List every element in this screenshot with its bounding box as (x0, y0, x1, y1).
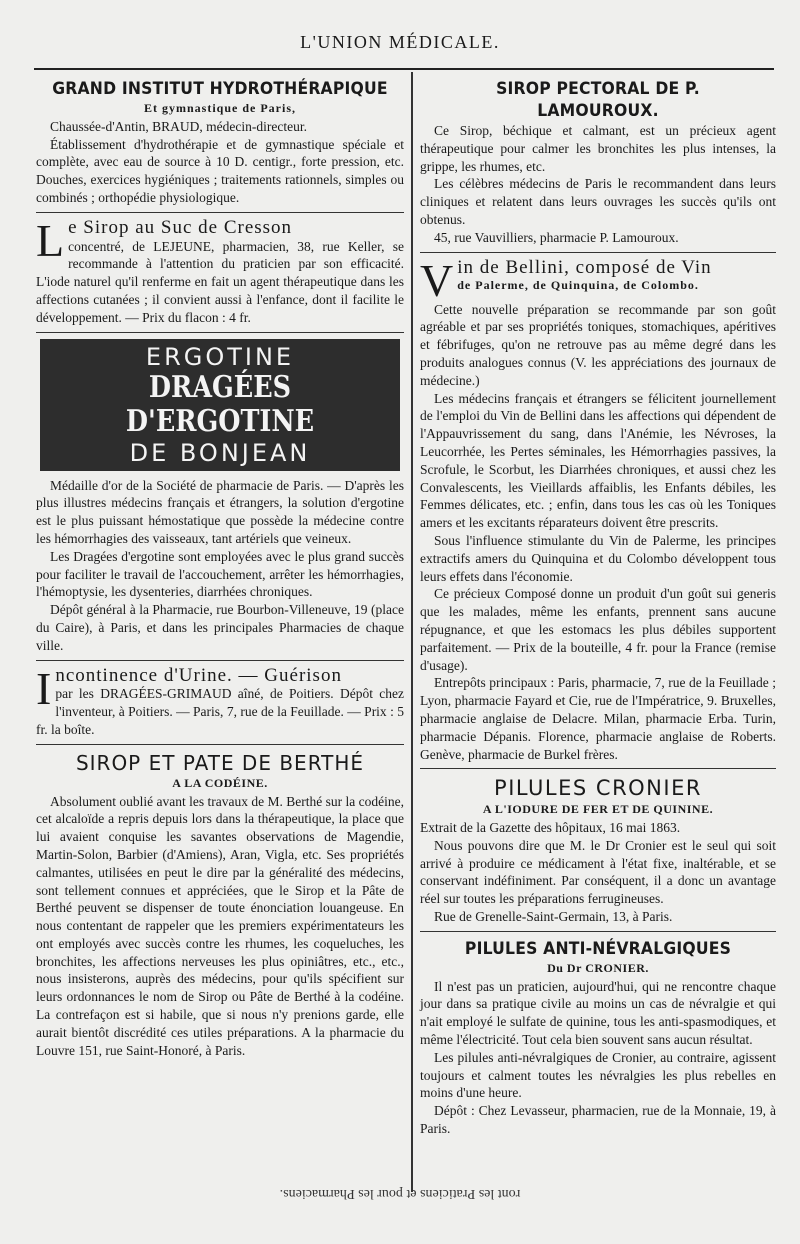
ad-body: Absolument oublié avant les travaux de M. Berthé sur la codéine, cet alcaloïde a repris depuis lors dans la thérapeutique, la place que lui avaient conquise les savantes observations de Magendie, Martin-Solon, Barbier (d'Amiens), Aran, Vigla, etc. Ses propriétés calmantes, utilisées en peut le dire par la généralité des médecins, sont tellement connues et appréciées, que le Sirop et la Pâte de Berthé peuvent se dispenser de toute énonciation louangeuse. En nous contentant de rappeler que les premiers expérimentateurs les ont employés avec succès contre les rhumes, les coqueluches, les bronchites, les affections nerveuses les plus opiniâtres, etc., etc., nous insisterons, auprès des médecins, pour qu'ils spécifient sur leurs ordonnances le nom de Sirop ou Pâte de Berthé à la codéine. La contrefaçon est si habile, que si nous n'y prenions garde, elle aurait bientôt discrédité ces utiles préparations. A la pharmacie du Louvre 151, rue Saint-Honoré, à Paris. (36, 793, 404, 1058)
ad-pilules-cronier (420, 775, 776, 932)
ad-subtitle: A LA CODÉINE. (172, 775, 268, 790)
ad-paragraph: Entrepôts principaux : Paris, pharmacie, 7, rue de la Feuillade ; Lyon, pharmacie Fayard et Cie, rue de l'Impératrice, 9. Bruxelles, pharmacie anglaise de Delacre. Milan, pharmacie Erba. Turin, pharmacie Dépanis. Florence, pharmacie anglaise de Roberts. Genève, pharmacie de Burkel frères. (420, 675, 776, 762)
ad-subtitle: A L'IODURE DE FER ET DE QUININE. (482, 802, 714, 817)
ad-subtitle: Du Dr CRONIER. (547, 960, 649, 975)
ad-lead: ncontinence d'Urine. — Guérison (55, 664, 342, 686)
ad-paragraph: Nous pouvons dire que M. le Dr Cronier est le seul qui soit arrivé à produire ce médicament à l'état fixe, inaltérable, et se conservant indéfiniment. Par conséquent, il a donc un avantage réel sur toutes les préparations ferrugineuses. (420, 837, 776, 907)
drop-cap: L (36, 214, 65, 266)
bleed-through-text: ront les Praticiens et pour les Pharmaciens. (279, 1186, 521, 1201)
drop-cap: V (420, 254, 454, 306)
ad-body: par les DRAGÉES-GRIMAUD aîné, de Poitiers. Dépôt chez l'inventeur, à Poitiers. — Paris, 7, rue de la Feuillade. — Prix : 5 fr. la boîte. (36, 686, 404, 737)
ad-lead: e Sirop au Suc de Cresson (68, 216, 293, 238)
ad-paragraph: Dépôt général à la Pharmacie, rue Bourbon-Villeneuve, 19 (place du Caire), à Paris, et dans les principales Pharmacies de chaque ville. (36, 602, 404, 653)
ad-subtitle: Et gymnastique de Paris, (143, 101, 296, 115)
ad-ergotine (36, 339, 404, 661)
ad-line: Chaussée-d'Antin, BRAUD, médecin-directeur. (50, 118, 307, 134)
ad-paragraph: Il n'est pas un praticien, aujourd'hui, qui ne rencontre chaque jour dans sa pratique civile au moins un cas de névralgie et qui n'ait employé le sulfate de quinine, tous les anti-spasmodiques, et même l'électricité. Tout cela bien souvent sans aucun résultat. (420, 978, 776, 1048)
ad-title: GRAND INSTITUT HYDROTHÉRAPIQUE (52, 79, 388, 99)
page-header: L'UNION MÉDICALE. (300, 32, 500, 52)
ad-paragraph: Rue de Grenelle-Saint-Germain, 13, à Paris. (434, 909, 673, 925)
left-column (36, 78, 404, 1070)
column-divider (411, 72, 413, 1192)
ad-title: PILULES CRONIER (494, 776, 702, 801)
banner-line: ERGOTINE (145, 342, 295, 371)
ad-body: Établissement d'hydrothérapie et de gymnastique spéciale et complète, avec eau de source à 10 D. centigr., forte pression, etc. Douches, exercices hygiéniques ; traitements rationnels, simples ou combinés ; orthopédie physiologique. (36, 136, 404, 205)
drop-cap: I (36, 662, 52, 714)
ad-title: SIROP ET PATE DE BERTHÉ (75, 750, 365, 775)
ad-vin-bellini (420, 254, 776, 770)
ad-paragraph: Ce Sirop, béchique et calmant, est un précieux agent thérapeutique pour calmer les bronchites les plus intenses, la grippe, les rhumes, etc. (420, 123, 776, 174)
banner-line: DE BONJEAN (129, 438, 311, 467)
ad-title: PILULES ANTI-NÉVRALGIQUES (464, 938, 732, 959)
ad-lamouroux (420, 78, 776, 253)
ad-lead: in de Bellini, composé de Vin (457, 256, 712, 278)
ad-paragraph: Les Dragées d'ergotine sont employées avec le plus grand succès pour faciliter le travail de l'accouchement, arrêter les hémorrhagies, l'hémoptysie, les dysenteries, diarrhées chroniques. (36, 548, 404, 600)
ad-paragraph: Ce précieux Composé donne un produit d'un goût sui generis que les malades, même les enfants, prennent sans aucune répugnance, et que les estomacs les plus débiles supportent parfaitement. — Prix de la bouteille, 4 fr. pour la France (remise d'usage). (420, 586, 776, 673)
ad-body: concentré, de LEJEUNE, pharmacien, 38, rue Keller, se recommande à l'attention du praticien par son efficacité. L'iode naturel qu'il renferme en fait un agent thérapeutique dans les affections cutanées ; il convient aussi à l'enfance, dont il facilite le développement. — Prix du flacon : 4 fr. (36, 238, 404, 325)
ad-paragraph: Dépôt : Chez Levasseur, pharmacien, rue de la Monnaie, 19, à Paris. (420, 1103, 776, 1137)
ad-paragraph: Les médecins français et étrangers se félicitent journellement de l'emploi du Vin de Bellini dans les affections qui dépendent de l'Appauvrissement du sang, dans l'Anémie, les Névroses, la Leucorrhée, les Pertes séminales, les Hémorrhagies passives, la Scrofule, le Scorbut, les Diarrhées chroniques, et aussi chez les Convalescents, les Vieillards affaiblis, les Enfants débiles, les Femmes délicates, etc. ; enfin, dans tous les cas où les Toniques amers et les excitants réparateurs doivent être prescrits. (420, 390, 776, 531)
ad-title: SIROP PECTORAL DE P. LAMOUROUX. (496, 79, 700, 121)
banner-line: DRAGÉES D'ERGOTINE (125, 369, 315, 439)
ad-hydrotherapy (36, 78, 404, 213)
header-rule (34, 68, 774, 70)
right-column (420, 78, 776, 1149)
ad-paragraph: Cette nouvelle préparation se recommande par son goût agréable et par ses propriétés toniques, stomachiques, apéritives et fébrifuges, qu'on ne retrouve pas au même degré dans les produits analogues connus (V. les appréciations des journaux de médecine.) (420, 301, 776, 388)
ad-paragraph: Les célèbres médecins de Paris le recommandent dans leurs cliniques et relatent dans leurs ouvrages les succès qu'ils ont obtenus. (420, 176, 776, 227)
ad-incontinence (36, 662, 404, 745)
ad-berthe (36, 751, 404, 1065)
ad-sirop-cresson (36, 214, 404, 333)
ad-paragraph: Médaille d'or de la Société de pharmacie de Paris. — D'après les plus illustres médecins français et étrangers, la solution d'ergotine est le plus puissant hémostatique que possède la médecine contre les hémorrhagies des vaisseaux, tant artériels que veineux. (36, 477, 404, 546)
ad-anti-nevralgiques (420, 938, 776, 1143)
ad-paragraph: Sous l'influence stimulante du Vin de Palerme, les principes extractifs amers du Quinquina et du Colombo développent tous leurs effets dans l'économie. (420, 532, 776, 584)
ad-paragraph: 45, rue Vauvilliers, pharmacie P. Lamouroux. (434, 229, 679, 245)
ad-paragraph: Les pilules anti-névralgiques de Cronier, au contraire, agissent toujours et calment toutes les névralgies les plus rebelles en moins d'une heure. (420, 1049, 776, 1101)
ergotine-banner (40, 339, 400, 471)
ad-line: de Palerme, de Quinquina, de Colombo. (457, 278, 699, 293)
ad-extract: Extrait de la Gazette des hôpitaux, 16 mai 1863. (420, 820, 681, 836)
